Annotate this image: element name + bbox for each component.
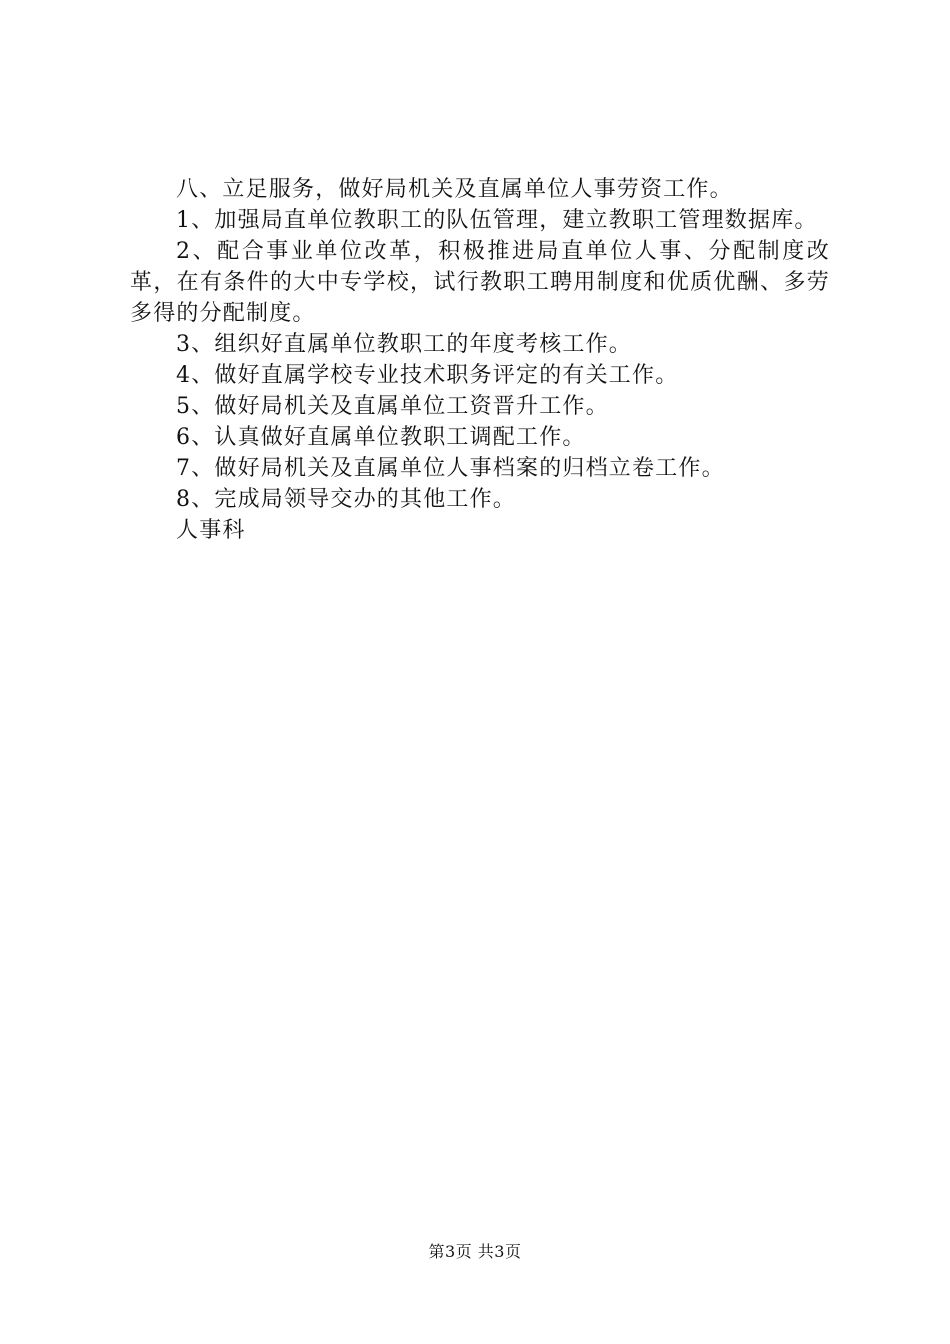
list-item-1: 1、加强局直单位教职工的队伍管理，建立教职工管理数据库。 [176, 208, 818, 233]
page-footer [0, 1242, 950, 1262]
list-item-7: 7、做好局机关及直属单位人事档案的归档立卷工作。 [176, 456, 725, 481]
document-body [130, 174, 830, 546]
page-number: 第3页 共3页 [428, 1242, 522, 1261]
list-item-4: 4、做好直属学校专业技术职务评定的有关工作。 [176, 363, 679, 388]
list-item-2: 2、配合事业单位改革，积极推进局直单位人事、分配制度改革，在有条件的大中专学校，试行教职工聘用制度和优质优酬、多劳多得的分配制度。 [130, 239, 830, 326]
section-heading: 八、立足服务，做好局机关及直属单位人事劳资工作。 [176, 177, 733, 202]
list-item-6: 6、认真做好直属单位教职工调配工作。 [176, 425, 586, 450]
list-item-3: 3、组织好直属单位教职工的年度考核工作。 [176, 332, 632, 357]
list-item-8: 8、完成局领导交办的其他工作。 [176, 487, 516, 512]
list-item-5: 5、做好局机关及直属单位工资晋升工作。 [176, 394, 609, 419]
signature-department: 人事科 [176, 518, 246, 543]
